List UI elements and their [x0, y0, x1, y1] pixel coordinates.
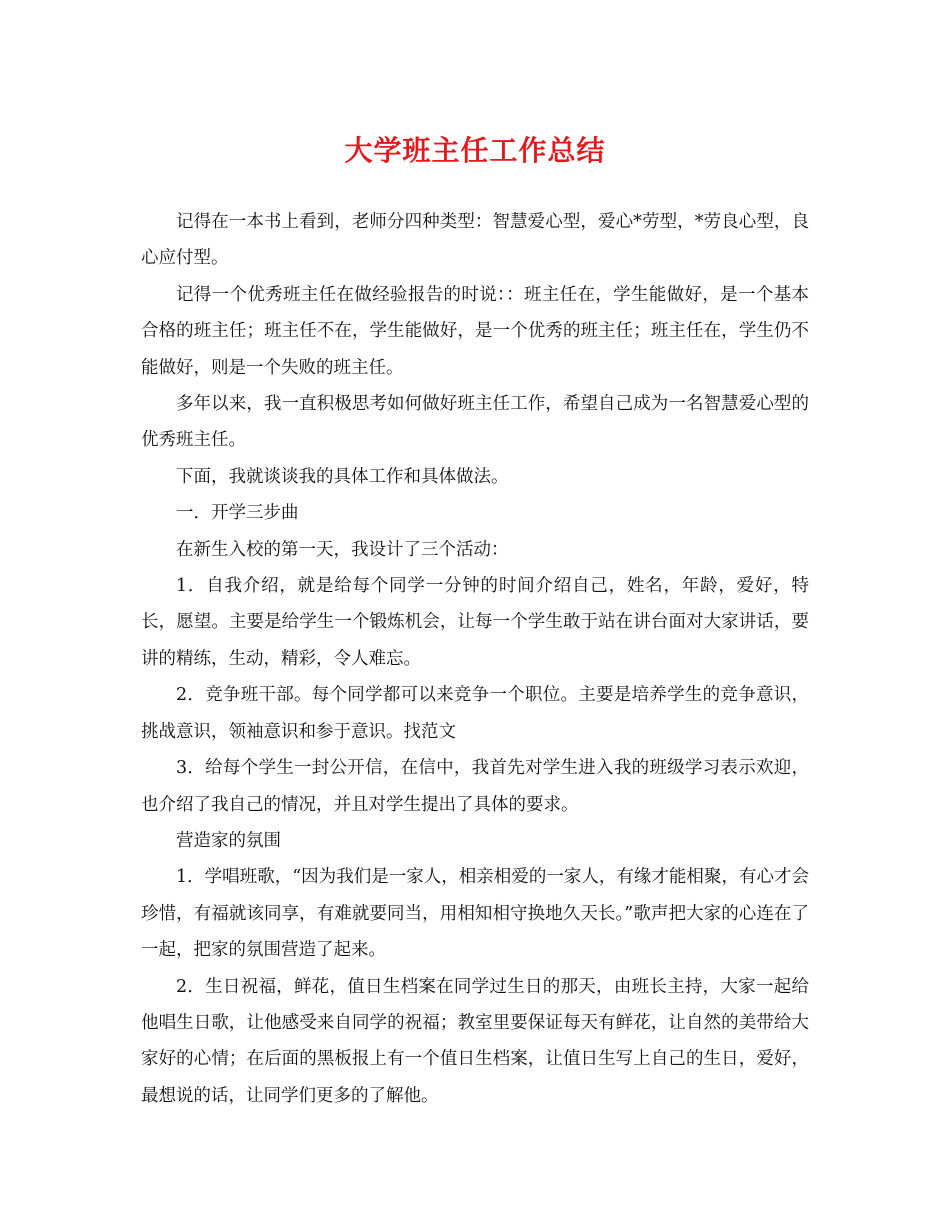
document-title: 大学班主任工作总结: [344, 134, 606, 167]
paragraph: 记得在一本书上看到，老师分四种类型：智慧爱心型，爱心*劳型，*劳良心型，良心应付型。: [141, 212, 809, 269]
list-item: 3．给每个学生一封公开信，在信中，我首先对学生进入我的班级学习表示欢迎，也介绍了我自己的情况，并且对学生提出了具体的要求。: [141, 758, 809, 815]
list-item: 2．竞争班干部。每个同学都可以来竞争一个职位。主要是培养学生的竞争意识，挑战意识，领袖意识和参于意识。找范文: [141, 685, 809, 742]
section-heading: 营造家的氛围: [176, 830, 281, 851]
section-heading: 一．开学三步曲: [176, 503, 299, 524]
list-item: 1．自我介绍，就是给每个同学一分钟的时间介绍自己，姓名，年龄，爱好，特长，愿望。主要是给学生一个锻炼机会，让每一个学生敢于站在讲台面对大家讲话，要讲的精练，生动，精彩，令人难忘。: [141, 576, 809, 669]
list-item: 1．学唱班歌，“因为我们是一家人，相亲相爱的一家人，有缘才能相聚，有心才会珍惜，有福就该同享，有难就要同当，用相知相守换地久天长。”歌声把大家的心连在了一起，把家的氛围营造了起来。: [141, 867, 809, 961]
paragraph: 在新生入校的第一天，我设计了三个活动：: [176, 539, 509, 560]
paragraph: 记得一个优秀班主任在做经验报告的时说：：班主任在，学生能做好，是一个基本合格的班主任；班主任不在，学生能做好，是一个优秀的班主任；班主任在，学生仍不能做好，则是一个失败的班主任。: [141, 284, 809, 378]
paragraph: 多年以来，我一直积极思考如何做好班主任工作，希望自己成为一名智慧爱心型的优秀班主任。: [141, 394, 809, 451]
list-item: 2．生日祝福，鲜花，值日生档案在同学过生日的那天，由班长主持，大家一起给他唱生日歌，让他感受来自同学的祝福；教室里要保证每天有鲜花，让自然的美带给大家好的心情；在后面的黑板报上有一个值日生档案，让值日生写上自己的生日，爱好，最想说的话，让同学们更多的了解他。: [141, 976, 809, 1106]
paragraph: 下面，我就谈谈我的具体工作和具体做法。: [176, 466, 509, 487]
document-body: [141, 204, 809, 1114]
